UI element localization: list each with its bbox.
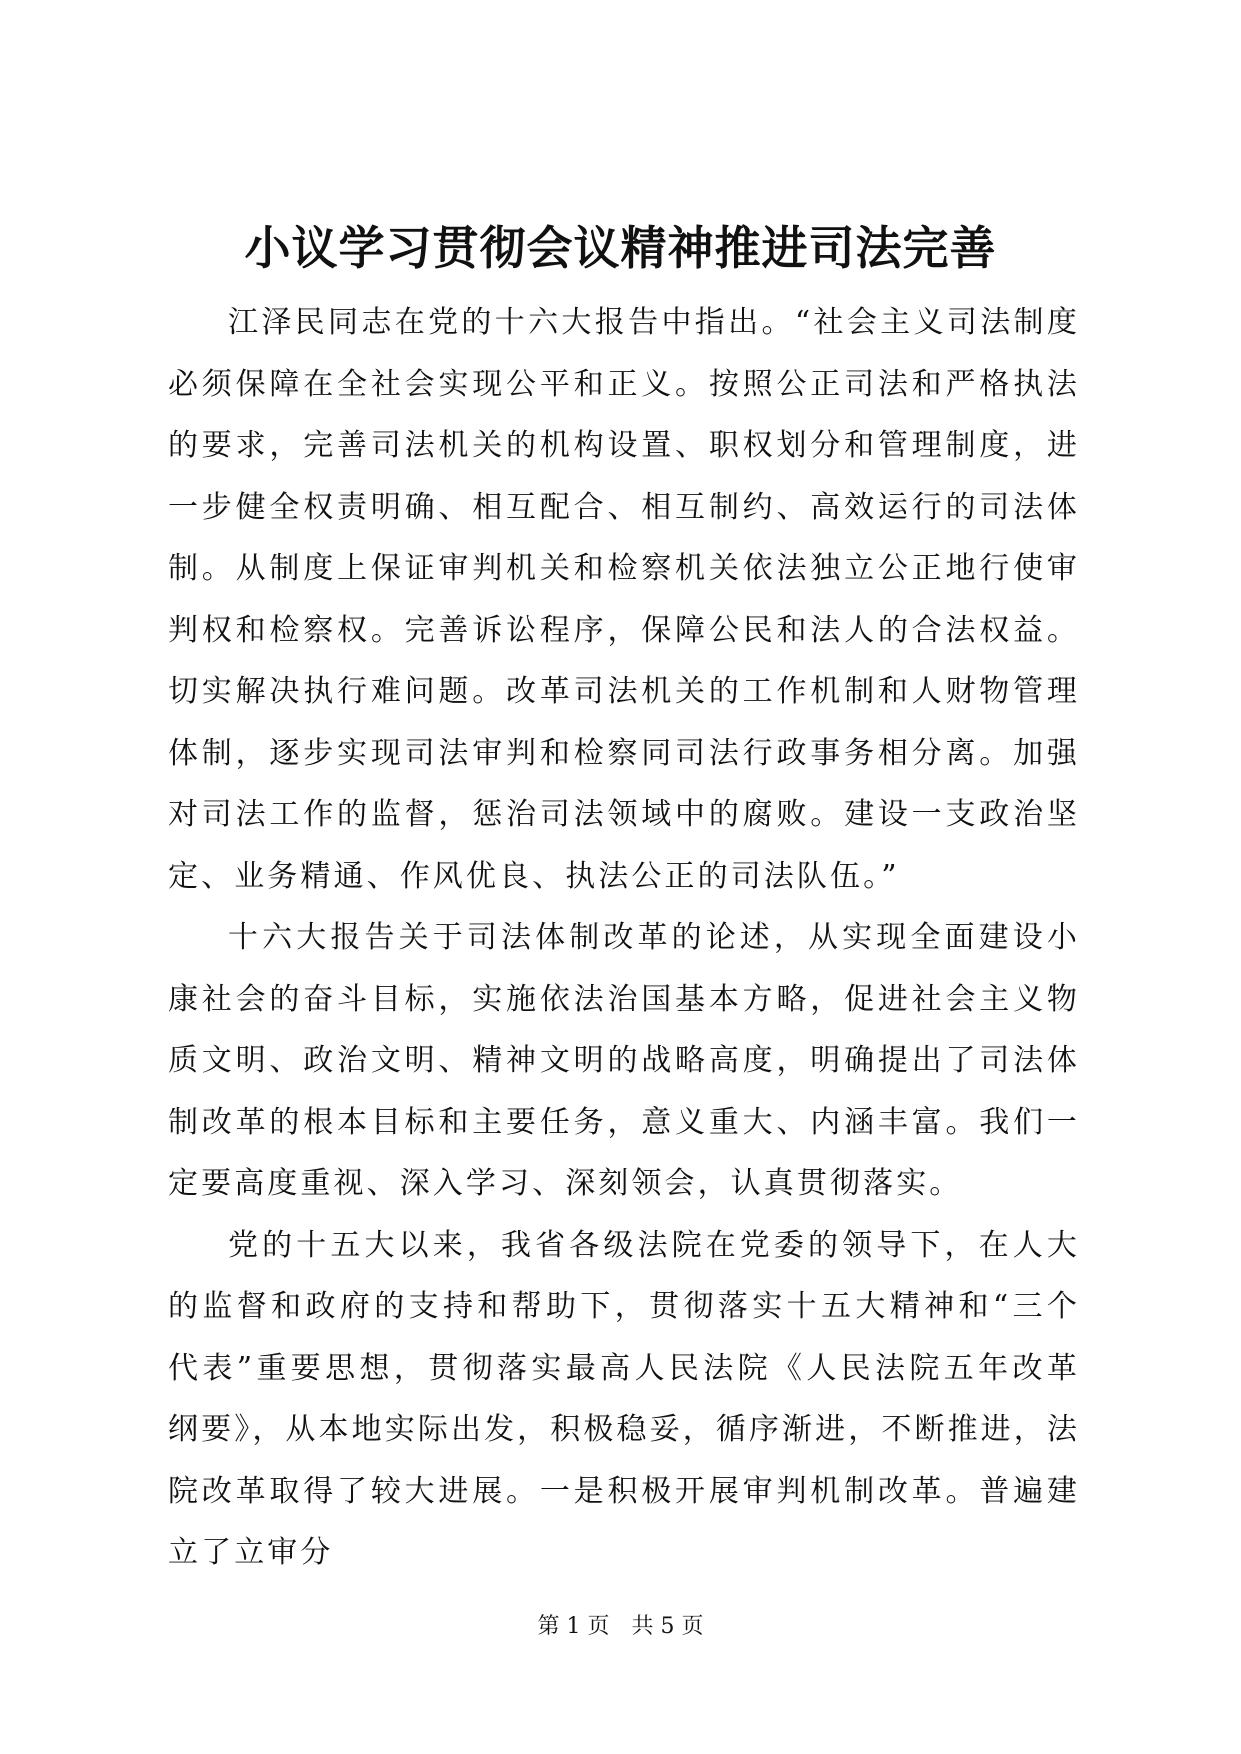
page-footer (0, 1612, 1241, 1642)
paragraph-1: 江泽民同志在党的十六大报告中指出。“社会主义司法制度必须保障在全社会实现公平和正义。按照公正司法和严格执法的要求，完善司法机关的机构设置、职权划分和管理制度，进一步健全权责明确、相互配合、相互制约、高效运行的司法体制。从制度上保证审判机关和检察机关依法独立公正地行使审判权和检察权。完善诉讼程序，保障公民和法人的合法权益。切实解决执行难问题。改革司法机关的工作机制和人财物管理体制，逐步实现司法审判和检察同司法行政事务相分离。加强对司法工作的监督，惩治司法领域中的腐败。建设一支政治坚定、业务精通、作风优良、执法公正的司法队伍。” (168, 305, 1080, 894)
paragraph-3: 党的十五大以来，我省各级法院在党委的领导下，在人大的监督和政府的支持和帮助下，贯彻落实十五大精神和“三个代表”重要思想，贯彻落实最高人民法院《人民法院五年改革纲要》，从本地实际出发，积极稳妥，循序渐进，不断推进，法院改革取得了较大进展。一是积极开展审判机制改革。普遍建立了立审分 (168, 1227, 1080, 1570)
document-body (168, 292, 1080, 1584)
page-number: 第 1 页 (537, 1614, 610, 1639)
document-title: 小议学习贯彻会议精神推进司法完善 (244, 221, 997, 275)
paragraph-2: 十六大报告关于司法体制改革的论述，从实现全面建设小康社会的奋斗目标，实施依法治国基本方略，促进社会主义物质文明、政治文明、精神文明的战略高度，明确提出了司法体制改革的根本目标和主要任务，意义重大、内涵丰富。我们一定要高度重视、深入学习、深刻领会，认真贯彻落实。 (168, 920, 1080, 1201)
page-total: 共 5 页 (631, 1614, 704, 1639)
